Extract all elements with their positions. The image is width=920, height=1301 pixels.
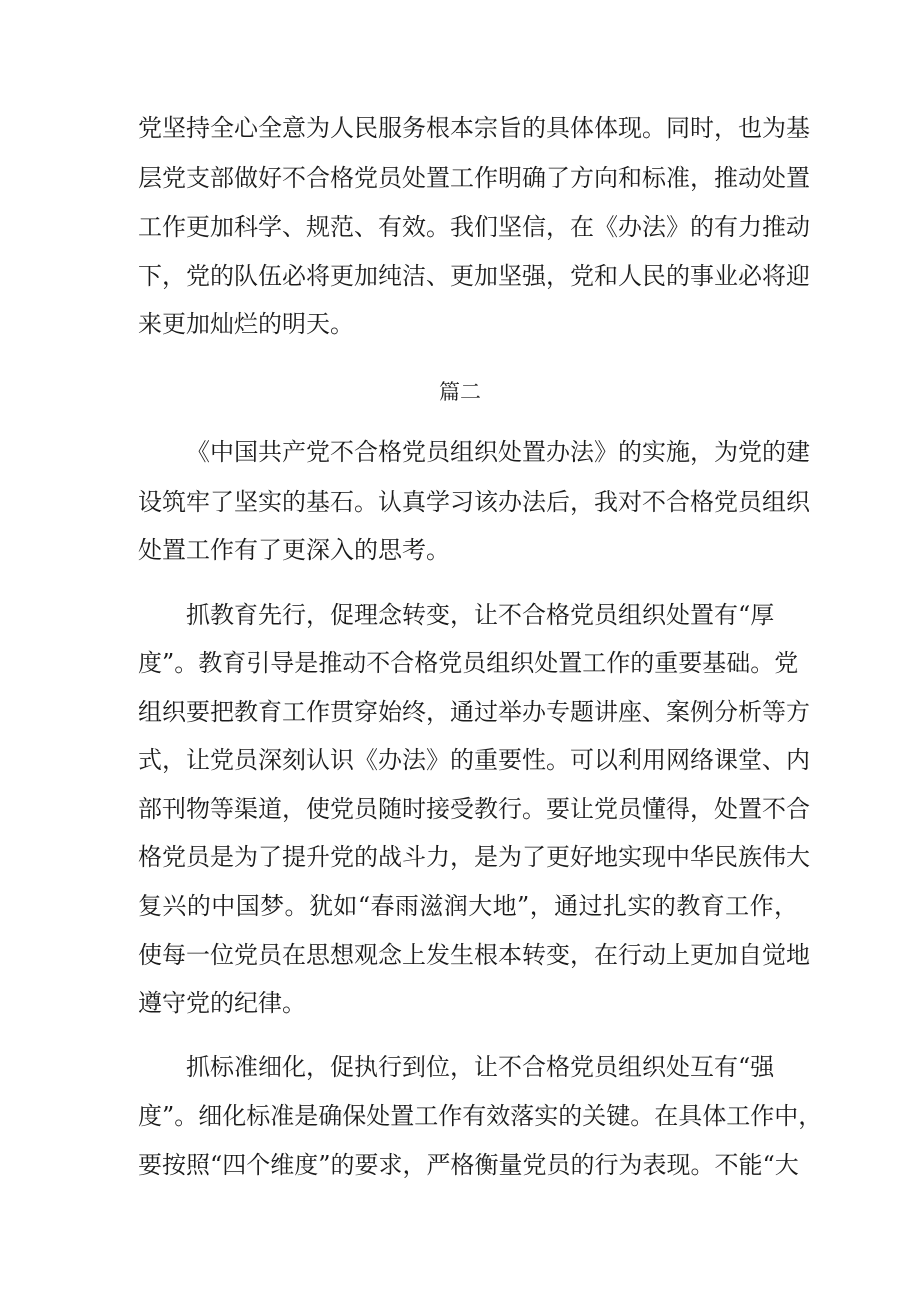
paragraph-line: 处置工作有了更深入的思考。 [138, 536, 450, 564]
paragraph-line: 党坚持全心全意为人民服务根本宗旨的具体体现。同时，也为基 [138, 114, 810, 142]
paragraph-line: 部刊物等渠道，使党员随时接受教行。要让党员懂得，处置不合 [138, 795, 810, 823]
paragraph-line: 层党支部做好不合格党员处置工作明确了方向和标准，推动处置 [138, 164, 810, 192]
paragraph-line: 设筑牢了坚实的基石。认真学习该办法后，我对不合格党员组织 [138, 488, 810, 516]
paragraph-line: 复兴的中国梦。犹如“春雨滋润大地”，通过扎实的教育工作， [138, 892, 798, 920]
paragraph-line: 要按照“四个维度”的要求，严格衡量党员的行为表现。不能“大 [138, 1151, 799, 1179]
paragraph-line: 式，让党员深刻认识《办法》的重要性。可以利用网络课堂、内 [138, 746, 810, 774]
paragraph-line: 抓教育先行，促理念转变，让不合格党员组织处置有“厚 [186, 601, 775, 629]
paragraph-line: 《中国共产党不合格党员组织处置办法》的实施，为党的建 [186, 438, 810, 466]
paragraph-line: 下，党的队伍必将更加纯洁、更加坚强，党和人民的事业必将迎 [138, 262, 810, 290]
paragraph-line: 抓标准细化，促执行到位，让不合格党员组织处互有“强 [186, 1053, 775, 1081]
paragraph-line: 来更加灿烂的明天。 [138, 310, 354, 338]
paragraph-line: 组织要把教育工作贯穿始终，通过举办专题讲座、案例分析等方 [138, 698, 810, 726]
paragraph-line: 使每一位党员在思想观念上发生根本转变，在行动上更加自觉地 [138, 941, 810, 969]
paragraph-line: 遵守党的纪律。 [138, 989, 306, 1017]
paragraph-line: 工作更加科学、规范、有效。我们坚信，在《办法》的有力推动 [138, 213, 810, 241]
paragraph-line: 格党员是为了提升党的战斗力，是为了更好地实现中华民族伟大 [138, 843, 810, 871]
paragraph-line: 度”。教育引导是推动不合格党员组织处置工作的重要基础。党 [138, 649, 799, 677]
section-title: 篇二 [439, 380, 481, 404]
paragraph-line: 度”。细化标准是确保处置工作有效落实的关键。在具体工作中， [138, 1102, 823, 1130]
